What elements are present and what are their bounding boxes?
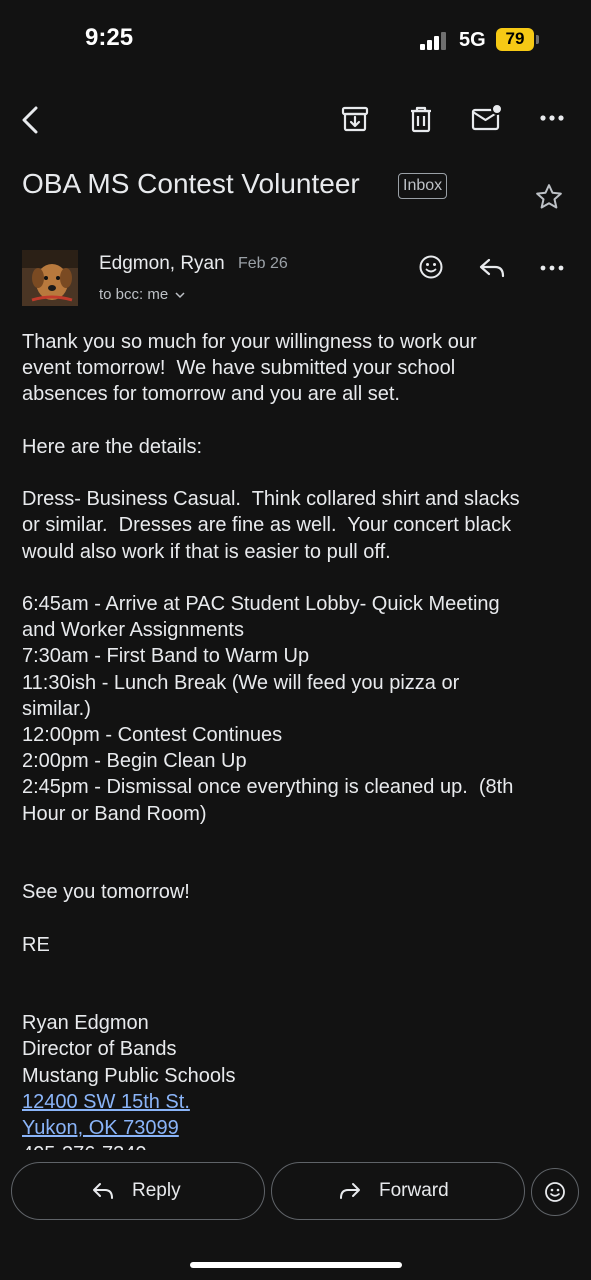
reply-icon[interactable] — [478, 256, 506, 285]
body-spacer — [22, 984, 577, 1010]
reply-button[interactable] — [11, 1162, 265, 1220]
closing: See you tomorrow! — [22, 881, 190, 904]
forward-icon — [338, 1181, 362, 1206]
signature-title: Director of Bands — [22, 1038, 177, 1061]
bottom-action-bar — [0, 1150, 591, 1280]
emoji-reaction-icon[interactable] — [418, 254, 444, 285]
emoji-reaction-button[interactable] — [531, 1168, 579, 1216]
schedule-item: 2:45pm - Dismissal once everything is cleaned up. (8th Hour or Band Room) — [22, 776, 514, 825]
body-spacer — [22, 905, 577, 931]
star-icon[interactable] — [534, 182, 564, 217]
address-link[interactable]: Yukon, OK 73099 — [22, 1117, 179, 1140]
forward-button[interactable] — [271, 1162, 525, 1220]
battery-tip — [536, 35, 539, 44]
reply-label: Reply — [132, 1180, 181, 1201]
email-subject: OBA MS Contest Volunteer — [22, 168, 360, 199]
inbox-label[interactable]: Inbox — [398, 173, 447, 199]
body-paragraph: Thank you so much for your willingness to work our event tomorrow! We have submitted your school absences for tomorrow and you are all set. — [22, 331, 477, 406]
status-bar — [0, 0, 591, 80]
trash-icon[interactable] — [406, 104, 436, 139]
body-spacer — [22, 958, 577, 984]
body-spacer — [22, 460, 577, 486]
body-paragraph: Dress- Business Casual. Think collared shirt and slacks or similar. Dresses are fine as well. Your concert black would also work if that is easier to pull off. — [22, 488, 520, 563]
avatar[interactable] — [22, 250, 78, 306]
initials: RE — [22, 933, 50, 956]
mark-unread-icon[interactable] — [470, 102, 504, 139]
battery-icon — [496, 28, 534, 51]
emoji-icon — [544, 1181, 566, 1208]
schedule-item: 7:30am - First Band to Warm Up — [22, 645, 310, 668]
body-spacer — [22, 853, 577, 879]
body-spacer — [22, 565, 577, 591]
message-more-icon[interactable] — [540, 258, 566, 283]
chevron-down-icon — [175, 286, 185, 303]
archive-icon[interactable] — [340, 104, 370, 139]
schedule-item: 6:45am - Arrive at PAC Student Lobby- Quick Meeting and Worker Assignments — [22, 593, 500, 642]
battery-level: 79 — [505, 29, 525, 48]
home-indicator[interactable] — [190, 1262, 402, 1268]
body-spacer — [22, 827, 577, 853]
sender-row — [0, 245, 591, 315]
toolbar — [0, 96, 591, 146]
more-icon[interactable] — [540, 108, 566, 133]
email-date: Feb 26 — [238, 255, 288, 272]
email-body — [22, 329, 577, 1147]
recipient-text: to bcc: me — [99, 286, 169, 303]
subject-row — [22, 168, 572, 208]
schedule-item: 12:00pm - Contest Continues — [22, 724, 283, 747]
forward-label: Forward — [379, 1180, 449, 1201]
schedule-item: 11:30ish - Lunch Break (We will feed you pizza or similar.) — [22, 671, 460, 720]
body-paragraph: Here are the details: — [22, 435, 203, 458]
back-arrow-icon[interactable] — [18, 104, 46, 141]
sender-name[interactable]: Edgmon, Ryan — [99, 253, 225, 274]
status-time: 9:25 — [85, 24, 134, 51]
body-spacer — [22, 408, 577, 434]
signature-name: Ryan Edgmon — [22, 1012, 149, 1035]
address-link[interactable]: 12400 SW 15th St. — [22, 1090, 190, 1113]
signal-strength-icon — [420, 30, 450, 50]
signature-org: Mustang Public Schools — [22, 1064, 236, 1087]
schedule-item: 2:00pm - Begin Clean Up — [22, 750, 247, 773]
reply-icon — [91, 1181, 115, 1206]
network-type: 5G — [459, 29, 486, 51]
recipient-details[interactable] — [99, 286, 185, 303]
